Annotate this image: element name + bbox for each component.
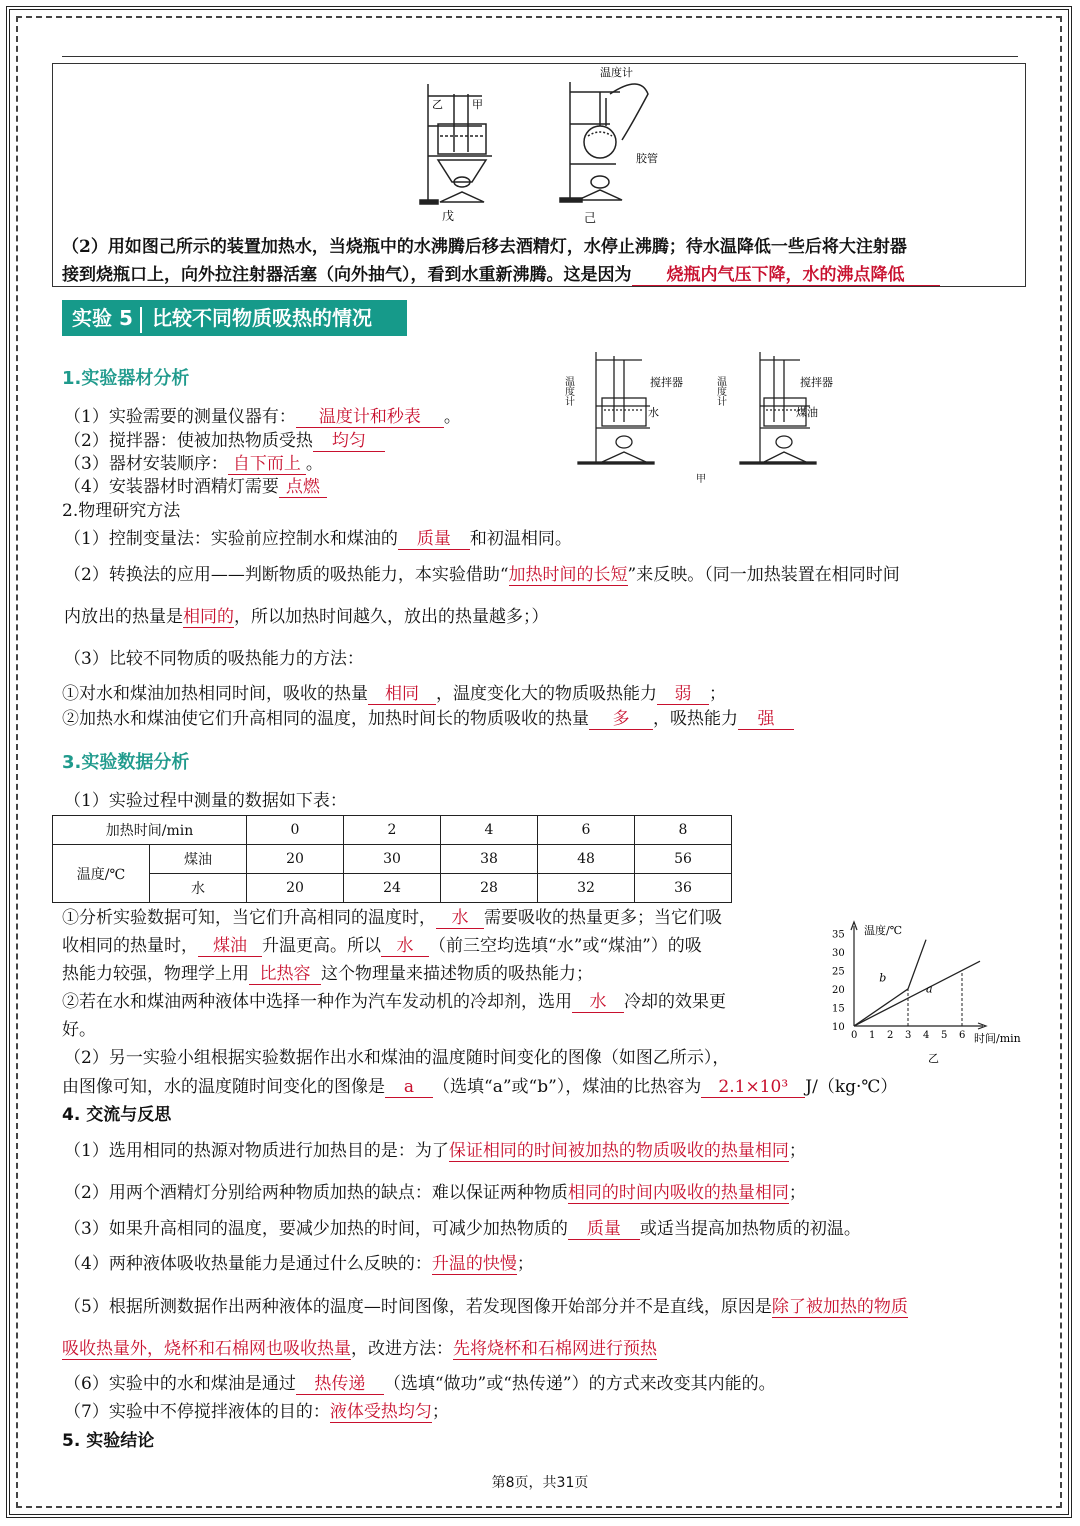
s3-a1 — [62, 907, 722, 929]
s3-a1-post: 需要吸收的热量更多；当它们吸 — [484, 908, 722, 928]
s4-r4 — [64, 1253, 534, 1275]
s1-item3 — [64, 453, 323, 475]
s4-r4-answer: 升温的快慢 — [431, 1254, 517, 1274]
s2-item2-line2-answer: 相同的 — [183, 607, 234, 627]
s3-b2 — [62, 1076, 897, 1098]
s3-a2 — [62, 935, 702, 957]
s1-item4 — [64, 476, 327, 498]
s3-b1: （2）另一实验小组根据实验数据作出水和煤油的温度随时间变化的图像（如图乙所示）， — [64, 1048, 730, 1068]
banner-divider — [140, 307, 142, 333]
s2-m1-answer1: 相同 — [368, 684, 436, 705]
chart-caption: 乙 — [928, 1052, 939, 1065]
s4-r3-pre: （3）如果升高相同的温度，要减少加热的时间，可减少加热物质的 — [64, 1219, 568, 1239]
data-table — [52, 815, 732, 903]
x-tick-label: 4 — [923, 1030, 930, 1041]
s3-b2-answer2: 2.1×10³ — [701, 1077, 805, 1098]
fig1-stirrer-label: 搅拌器 — [650, 376, 683, 389]
s4-r5b-answer: 吸收热量外，烧杯和石棉网也吸收热量 — [62, 1339, 351, 1359]
s4-r1 — [64, 1140, 806, 1162]
label-thermometer: 温度计 — [600, 66, 633, 79]
s3-a5: 好。 — [62, 1020, 96, 1040]
s2-item1-answer: 质量 — [398, 529, 470, 550]
fig1-water-label: 水 — [648, 406, 659, 419]
q2-line2-text: 接到烧瓶口上，向外拉注射器活塞（向外抽气），看到水重新沸腾。这是因为 — [62, 265, 632, 285]
fig2-kerosene-label: 煤油 — [796, 406, 818, 419]
fig2-stirrer-label: 搅拌器 — [800, 376, 833, 389]
s4-r1-answer: 保证相同的时间被加热的物质吸收的热量相同 — [448, 1141, 789, 1161]
x-tick-label: 1 — [869, 1030, 876, 1041]
s2-m1-pre: ①对水和煤油加热相同时间，吸收的热量 — [62, 684, 368, 704]
table-row — [53, 816, 732, 845]
s3-a2-answer2: 水 — [381, 936, 429, 957]
s2-m2-answer1: 多 — [589, 709, 653, 730]
time-cell: 2 — [344, 816, 441, 845]
time-cell: 4 — [441, 816, 538, 845]
table-cell: 24 — [344, 874, 441, 903]
s2-item2-answer: 加热时间的长短 — [508, 565, 628, 585]
s4-r4-post: ； — [516, 1254, 534, 1274]
s1-item1-answer: 温度计和秒表 — [296, 407, 444, 428]
section1-heading: 1.实验器材分析 — [62, 368, 190, 389]
table-cell: 38 — [441, 845, 538, 874]
temp-time-chart — [828, 918, 1034, 1066]
s4-r7-answer: 液体受热均匀 — [329, 1402, 432, 1422]
time-cell: 8 — [635, 816, 732, 845]
s1-item2-answer: 均匀 — [313, 431, 385, 452]
s3-a3 — [62, 963, 593, 985]
q2-line1: （2）用如图己所示的装置加热水，当烧瓶中的水沸腾后移去酒精灯，水停止沸腾；待水温降低一些后将大注射器 — [62, 237, 907, 257]
s1-item1 — [64, 406, 461, 428]
s2-item2-line2 — [64, 606, 549, 628]
s4-r5-pre: （5）根据所测数据作出两种液体的温度—时间图像，若发现图像开始部分并不是直线，原因是 — [64, 1297, 772, 1317]
s1-item4-answer: 点燃 — [279, 477, 327, 498]
s4-r2-answer: 相同的时间内吸收的热量相同 — [567, 1183, 789, 1203]
chart-xlabel: 时间/min — [974, 1032, 1021, 1045]
banner-label: 实验 5 — [72, 306, 133, 330]
s3-a2-pre: 收相同的热量时， — [62, 936, 198, 956]
page-number: 第8页，共31页 — [491, 1475, 589, 1491]
s3-a4 — [62, 991, 726, 1013]
s2-method1 — [62, 683, 726, 705]
s1-item3-post: 。 — [305, 454, 323, 474]
time-header: 加热时间/min — [53, 816, 247, 845]
s3-a1-pre: ①分析实验数据可知，当它们升高相同的温度时， — [62, 908, 436, 928]
s4-r1-pre: （1）选用相同的热源对物质进行加热目的是：为了 — [64, 1141, 449, 1161]
x-tick-label: 0 — [851, 1030, 858, 1041]
section5-heading: 5. 实验结论 — [62, 1431, 155, 1451]
s2-item2-post: ”来反映。（同一加热装置在相同时间 — [627, 565, 900, 585]
x-tick-label: 5 — [941, 1030, 948, 1041]
table-row — [53, 874, 732, 903]
s1-item3-pre: （3）器材安装顺序： — [64, 454, 228, 474]
s4-r7-post: ； — [431, 1402, 449, 1422]
row-name: 水 — [150, 874, 247, 903]
s1-item1-post: 。 — [443, 407, 461, 427]
label-yi: 乙 — [432, 98, 443, 111]
label-rubber-tube: 胶管 — [636, 152, 658, 165]
s4-r2-pre: （2）用两个酒精灯分别给两种物质加热的缺点：难以保证两种物质 — [64, 1183, 568, 1203]
fig1-thermometer-label: 温度计 — [562, 376, 574, 406]
section3-heading: 3.实验数据分析 — [62, 752, 190, 773]
experiment-banner — [62, 300, 407, 336]
apparatus-jia-figure — [560, 346, 850, 486]
s4-r3-post: 或适当提高加热物质的初温。 — [639, 1219, 861, 1239]
chart-ylabel: 温度/℃ — [864, 924, 903, 937]
s3-b2-answer1: a — [385, 1077, 433, 1098]
series-label-b: b — [879, 971, 887, 985]
s3-a3-post: 这个物理量来描述物质的吸热能力； — [321, 964, 593, 984]
s1-item3-answer: 自下而上 — [228, 454, 306, 475]
s3-a4-answer: 水 — [572, 992, 624, 1013]
table-cell: 30 — [344, 845, 441, 874]
s2-m1-post: ； — [709, 684, 726, 704]
s1-item2 — [64, 430, 385, 452]
s1-item1-pre: （1）实验需要的测量仪器有： — [64, 407, 296, 427]
s3-b2-mid: （选填“a”或“b”），煤油的比热容为 — [433, 1077, 702, 1097]
table-cell: 48 — [538, 845, 635, 874]
s2-m1-answer2: 弱 — [657, 684, 709, 705]
table-cell: 56 — [635, 845, 732, 874]
s2-item2-line2-post: ，所以加热时间越久，放出的热量越多；） — [234, 607, 549, 627]
table-cell: 36 — [635, 874, 732, 903]
apparatus-ji — [560, 82, 648, 202]
s2-item1 — [64, 528, 572, 550]
s4-r7 — [64, 1401, 449, 1423]
label-ji: 己 — [584, 211, 597, 225]
s4-r5-answer: 除了被加热的物质 — [771, 1297, 908, 1317]
section2-heading: 2.物理研究方法 — [62, 501, 181, 521]
row-name: 煤油 — [150, 845, 247, 874]
section4-heading: 4. 交流与反思 — [62, 1105, 172, 1125]
q2-line2 — [62, 264, 940, 286]
s4-r6-post: （选填“做功”或“热传递”）的方式来改变其内能的。 — [383, 1374, 776, 1394]
s4-r5 — [64, 1296, 908, 1318]
s4-r6-answer: 热传递 — [296, 1374, 384, 1395]
s3-a3-pre: 热能力较强，物理学上用 — [62, 964, 249, 984]
s4-r3 — [64, 1218, 861, 1240]
table-cell: 20 — [247, 874, 344, 903]
table-cell: 32 — [538, 874, 635, 903]
s2-method2 — [62, 708, 794, 730]
s1-item2-pre: （2）搅拌器：使被加热物质受热 — [64, 431, 313, 451]
s4-r7-pre: （7）实验中不停搅拌液体的目的： — [64, 1402, 330, 1422]
label-wu: 戊 — [442, 209, 455, 223]
s4-r5b — [62, 1338, 657, 1360]
s1-item4-pre: （4）安装器材时酒精灯需要 — [64, 477, 279, 497]
y-tick-label: 30 — [832, 947, 845, 959]
y-tick-label: 25 — [832, 966, 845, 978]
s2-m1-mid: ，温度变化大的物质吸热能力 — [436, 684, 657, 704]
banner-title: 比较不同物质吸热的情况 — [152, 306, 372, 330]
x-tick-label: 2 — [887, 1030, 894, 1041]
time-cell: 6 — [538, 816, 635, 845]
table-cell: 28 — [441, 874, 538, 903]
fig2-thermometer-label: 温度计 — [714, 376, 726, 406]
s4-r6 — [64, 1373, 776, 1395]
s4-r1-post: ； — [788, 1141, 806, 1161]
s3-a4-post: 冷却的效果更 — [624, 992, 726, 1012]
fig-jia-label: 甲 — [696, 474, 706, 485]
s3-b2-post: J/（kg·℃） — [805, 1077, 898, 1097]
y-tick-label: 20 — [832, 984, 845, 996]
y-tick-label: 10 — [832, 1022, 845, 1033]
series-label-a: a — [926, 982, 933, 996]
q2-answer: 烧瓶内气压下降，水的沸点降低 — [632, 265, 940, 286]
s3-a2-post: （前三空均选填“水”或“煤油”）的吸 — [429, 936, 702, 956]
table-row — [53, 845, 732, 874]
series-line-a — [854, 961, 980, 1026]
s4-r5b-answer2: 先将烧杯和石棉网进行预热 — [453, 1339, 657, 1359]
s4-r2-post: ； — [788, 1183, 806, 1203]
s4-r5b-mid: ，改进方法： — [351, 1339, 453, 1359]
s3-a1-answer: 水 — [436, 908, 484, 929]
y-tick-label: 15 — [832, 1003, 845, 1015]
s2-item1-post: 和初温相同。 — [469, 529, 572, 549]
s2-item1-pre: （1）控制变量法：实验前应控制水和煤油的 — [64, 529, 398, 549]
top-rule — [62, 56, 1018, 57]
s2-m2-mid: ，吸热能力 — [653, 709, 738, 729]
temp-header: 温度/℃ — [53, 845, 150, 903]
s4-r3-answer: 质量 — [568, 1219, 640, 1240]
s2-item2-pre: （2）转换法的应用——判断物质的吸热能力，本实验借助“ — [64, 565, 509, 585]
s2-item2 — [64, 564, 900, 586]
apparatus-wu-ji-figure — [410, 64, 690, 228]
x-tick-label: 6 — [959, 1030, 966, 1041]
s4-r4-pre: （4）两种液体吸收热量能力是通过什么反映的： — [64, 1254, 432, 1274]
table-cell: 20 — [247, 845, 344, 874]
s3-intro: （1）实验过程中测量的数据如下表： — [64, 791, 347, 811]
s2-item2-line2-pre: 内放出的热量是 — [64, 607, 183, 627]
s3-a3-answer: 比热容 — [249, 964, 321, 985]
s3-a2-mid: 升温更高。所以 — [262, 936, 381, 956]
label-jia-top: 甲 — [472, 98, 483, 111]
s4-r2 — [64, 1182, 806, 1204]
s2-m2-pre: ②加热水和煤油使它们升高相同的温度，加热时间长的物质吸收的热量 — [62, 709, 589, 729]
s3-a2-answer1: 煤油 — [198, 936, 262, 957]
s3-a4-pre: ②若在水和煤油两种液体中选择一种作为汽车发动机的冷却剂，选用 — [62, 992, 572, 1012]
y-tick-label: 35 — [832, 929, 845, 941]
x-tick-label: 3 — [905, 1030, 912, 1041]
s3-b2-pre: 由图像可知，水的温度随时间变化的图像是 — [62, 1077, 385, 1097]
series-line-b — [854, 940, 926, 1026]
s2-item3: （3）比较不同物质的吸热能力的方法： — [64, 649, 364, 669]
time-cell: 0 — [247, 816, 344, 845]
s2-m2-answer2: 强 — [738, 709, 794, 730]
s4-r6-pre: （6）实验中的水和煤油是通过 — [64, 1374, 296, 1394]
